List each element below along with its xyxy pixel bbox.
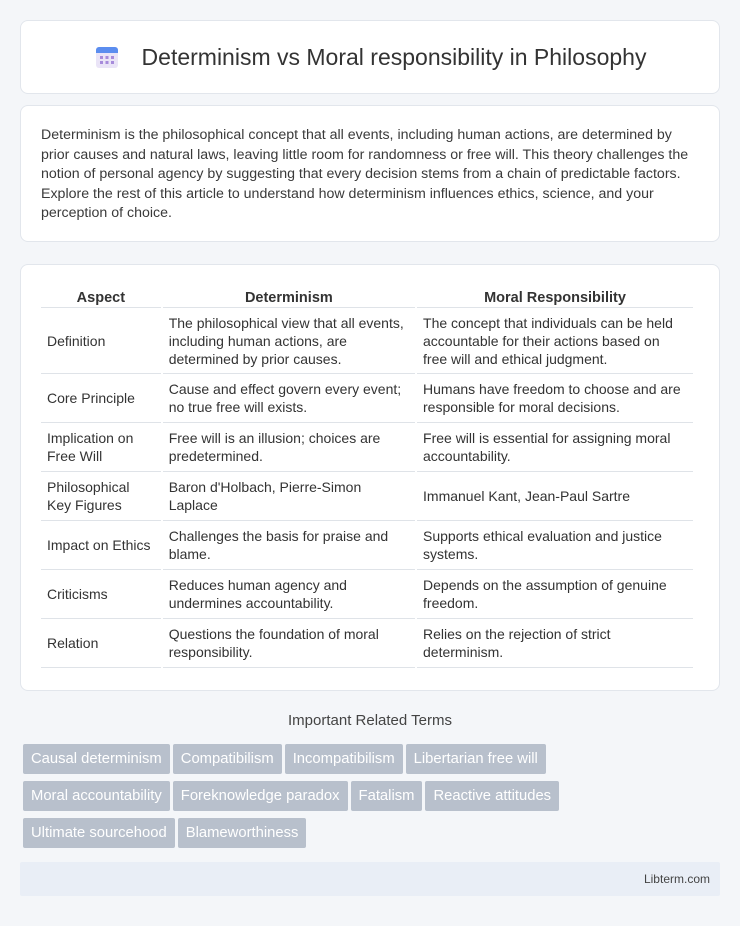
table-row [41, 619, 693, 668]
term-tag[interactable]: Foreknowledge paradox [173, 781, 348, 811]
cell-moral: Supports ethical evaluation and justice systems. [417, 521, 693, 570]
table-row [41, 374, 693, 423]
table-header-row [41, 285, 693, 308]
cell-determinism: Cause and effect govern every event; no true free will exists. [163, 374, 415, 423]
cell-moral: Free will is essential for assigning moral accountability. [417, 423, 693, 472]
term-tag[interactable]: Incompatibilism [285, 744, 403, 774]
term-tag[interactable]: Blameworthiness [178, 818, 307, 848]
header-aspect: Aspect [41, 285, 161, 308]
cell-aspect: Definition [41, 308, 161, 374]
cell-aspect: Relation [41, 619, 161, 668]
cell-aspect: Philosophical Key Figures [41, 472, 161, 521]
term-tag[interactable]: Causal determinism [23, 744, 170, 774]
comparison-table-card [20, 264, 720, 691]
term-tag[interactable]: Moral accountability [23, 781, 170, 811]
cell-determinism: Challenges the basis for praise and blame. [163, 521, 415, 570]
table-row [41, 472, 693, 521]
header-moral-responsibility: Moral Responsibility [417, 285, 693, 308]
table-row [41, 521, 693, 570]
cell-moral: Immanuel Kant, Jean-Paul Sartre [417, 472, 693, 521]
header-determinism: Determinism [163, 285, 415, 308]
related-terms-title: Important Related Terms [288, 712, 452, 729]
calendar-icon [94, 44, 120, 70]
term-tag[interactable]: Ultimate sourcehood [23, 818, 175, 848]
term-tag[interactable]: Libertarian free will [406, 744, 546, 774]
comparison-table [39, 285, 695, 668]
header-card [20, 20, 720, 94]
term-tag[interactable]: Fatalism [351, 781, 423, 811]
cell-moral: Depends on the assumption of genuine freedom. [417, 570, 693, 619]
related-terms-list [23, 744, 723, 855]
term-tag[interactable]: Compatibilism [173, 744, 282, 774]
cell-moral: Humans have freedom to choose and are responsible for moral decisions. [417, 374, 693, 423]
cell-determinism: Reduces human agency and undermines accountability. [163, 570, 415, 619]
cell-aspect: Impact on Ethics [41, 521, 161, 570]
cell-moral: The concept that individuals can be held accountable for their actions based on free will and ethical judgment. [417, 308, 693, 374]
cell-determinism: Baron d'Holbach, Pierre-Simon Laplace [163, 472, 415, 521]
intro-text: Determinism is the philosophical concept that all events, including human actions, are determined by prior causes and natural laws, leaving little room for randomness or free will. This theory challenges the notion of personal agency by suggesting that every decision stems from a chain of predictable factors. Explore the rest of this article to understand how determinism influences ethics, science, and your perception of choice. [41, 127, 689, 221]
cell-determinism: The philosophical view that all events, including human actions, are determined by prior causes. [163, 308, 415, 374]
table-row [41, 308, 693, 374]
footer [20, 862, 720, 896]
footer-site-link[interactable]: Libterm.com [643, 872, 710, 886]
table-row [41, 423, 693, 472]
cell-determinism: Questions the foundation of moral responsibility. [163, 619, 415, 668]
cell-aspect: Core Principle [41, 374, 161, 423]
cell-aspect: Criticisms [41, 570, 161, 619]
intro-card [20, 105, 720, 242]
page-title: Determinism vs Moral responsibility in Philosophy [141, 43, 647, 70]
cell-moral: Relies on the rejection of strict determinism. [417, 619, 693, 668]
cell-determinism: Free will is an illusion; choices are predetermined. [163, 423, 415, 472]
table-row [41, 570, 693, 619]
cell-aspect: Implication on Free Will [41, 423, 161, 472]
term-tag[interactable]: Reactive attitudes [425, 781, 559, 811]
